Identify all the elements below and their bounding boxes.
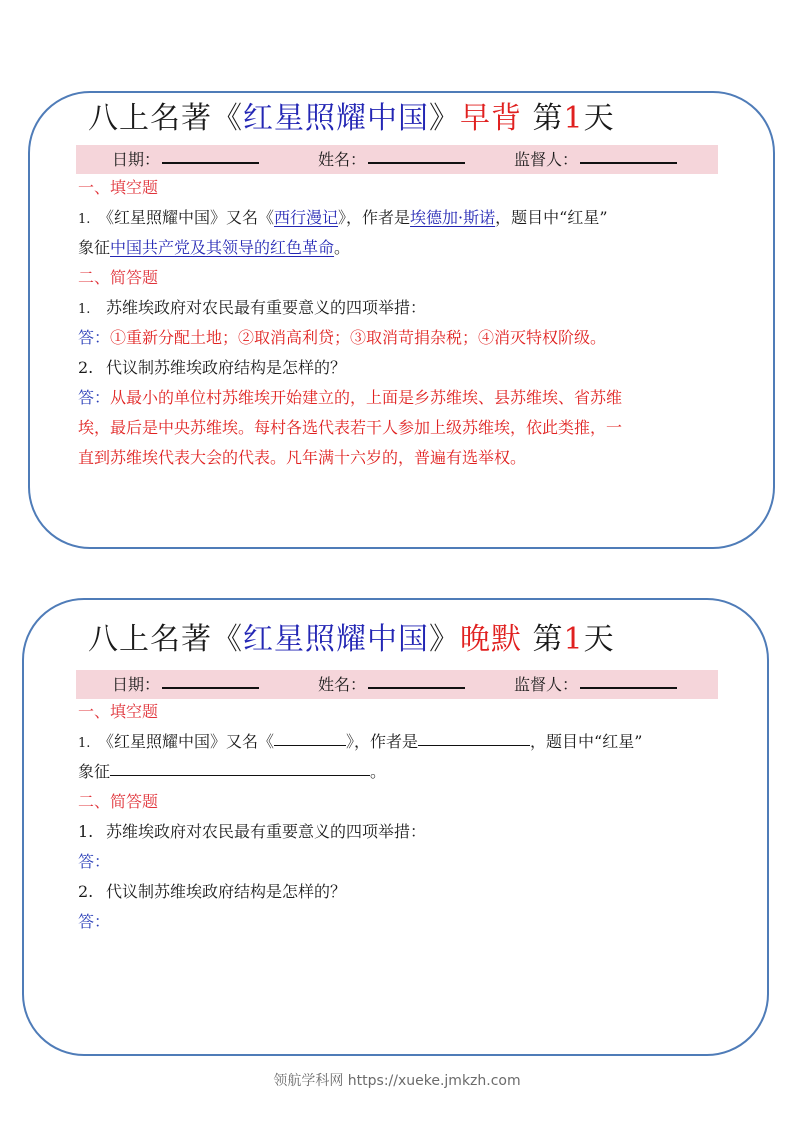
question-number: 2. — [78, 358, 94, 377]
title-suffix: 》 — [429, 101, 460, 136]
card-content — [78, 173, 723, 473]
short-question-1 — [78, 817, 723, 847]
info-band — [76, 145, 718, 174]
name-blank[interactable] — [368, 145, 465, 164]
section-heading-short-answer: 二、简答题 — [78, 268, 159, 287]
question-text: 《红星照耀中国》又名《 — [98, 732, 275, 751]
name-field[interactable] — [318, 670, 465, 699]
answer-author: 埃德加·斯诺 — [410, 208, 496, 227]
section-heading-short-answer: 二、简答题 — [78, 792, 159, 811]
short-question-1 — [78, 293, 723, 323]
fill-question-1-line1 — [78, 203, 723, 233]
title-prefix: 八上名著《 — [88, 622, 243, 657]
date-blank[interactable] — [162, 145, 259, 164]
answer-text: 从最小的单位村苏维埃开始建立的，上面是乡苏维埃、县苏维埃、省苏维 — [110, 388, 623, 407]
question-text: 苏维埃政府对农民最有重要意义的四项举措： — [106, 298, 427, 317]
footer-watermark: 领航学科网 https://xueke.jmkzh.com — [273, 1073, 521, 1089]
answer-alt-title: 西行漫记 — [274, 208, 339, 227]
question-text: 。 — [370, 762, 387, 781]
title-suffix: 》 — [429, 622, 460, 657]
fill-question-1-line1 — [78, 727, 723, 757]
day-suffix: 天 — [583, 101, 615, 136]
supervisor-blank[interactable] — [580, 670, 677, 689]
day-number: 1 — [563, 101, 584, 136]
question-text: ，题目中“红星” — [495, 208, 608, 227]
question-text: 苏维埃政府对农民最有重要意义的四项举措： — [106, 822, 427, 841]
fill-question-1-line2 — [78, 757, 723, 787]
answer-label: 答： — [78, 852, 111, 871]
question-text: 。 — [334, 238, 351, 257]
day-number: 1 — [563, 622, 584, 657]
question-text: 象征 — [78, 762, 111, 781]
card-title — [88, 99, 615, 139]
question-number: 2. — [78, 882, 94, 901]
question-text: 代议制苏维埃政府结构是怎样的？ — [106, 358, 347, 377]
short-question-2 — [78, 877, 723, 907]
section-heading-fill-in: 一、填空题 — [78, 178, 159, 197]
name-label: 姓名： — [318, 675, 367, 694]
name-field[interactable] — [318, 145, 465, 174]
short-question-2 — [78, 353, 723, 383]
supervisor-label: 监督人： — [514, 675, 579, 694]
question-number: 1. — [78, 302, 91, 317]
supervisor-blank[interactable] — [580, 145, 677, 164]
card-content — [78, 697, 723, 937]
answer-meaning: 中国共产党及其领导的红色革命 — [110, 238, 335, 257]
morning-review-card — [28, 91, 775, 549]
question-number: 1. — [78, 212, 91, 227]
day-prefix: 第 — [522, 101, 564, 136]
book-title: 红星照耀中国 — [243, 101, 429, 136]
fill-question-1-line2 — [78, 233, 723, 263]
date-field[interactable] — [112, 670, 259, 699]
question-text: 《红星照耀中国》又名《 — [98, 208, 275, 227]
answer-label: 答： — [78, 388, 111, 407]
supervisor-label: 监督人： — [514, 150, 579, 169]
date-blank[interactable] — [162, 670, 259, 689]
question-number: 1. — [78, 822, 94, 841]
short-answer-1 — [78, 323, 723, 353]
evening-dictation-card — [22, 598, 769, 1056]
title-prefix: 八上名著《 — [88, 101, 243, 136]
question-text: 》，作者是 — [346, 732, 419, 751]
short-answer-2[interactable] — [78, 907, 723, 937]
answer-text: ①重新分配土地；②取消高利贷；③取消苛捐杂税；④消灭特权阶级。 — [110, 328, 607, 347]
date-field[interactable] — [112, 145, 259, 174]
answer-label: 答： — [78, 912, 111, 931]
session-label: 早背 — [460, 101, 522, 136]
meaning-blank[interactable] — [110, 757, 370, 776]
short-answer-2-line2: 埃，最后是中央苏维埃。每村各选代表若干人参加上级苏维埃，依此类推，一 — [78, 418, 623, 437]
question-text: 代议制苏维埃政府结构是怎样的？ — [106, 882, 347, 901]
day-prefix: 第 — [522, 622, 564, 657]
supervisor-field[interactable] — [514, 670, 677, 699]
card-title — [88, 620, 615, 660]
book-title: 红星照耀中国 — [243, 622, 429, 657]
short-answer-1[interactable] — [78, 847, 723, 877]
alt-title-blank[interactable] — [274, 727, 346, 746]
info-band — [76, 670, 718, 699]
supervisor-field[interactable] — [514, 145, 677, 174]
short-answer-2-line1 — [78, 383, 723, 413]
date-label: 日期： — [112, 150, 161, 169]
name-label: 姓名： — [318, 150, 367, 169]
question-text: 》，作者是 — [338, 208, 411, 227]
date-label: 日期： — [112, 675, 161, 694]
answer-label: 答： — [78, 328, 111, 347]
question-text: ，题目中“红星” — [530, 732, 643, 751]
section-heading-fill-in: 一、填空题 — [78, 702, 159, 721]
question-text: 象征 — [78, 238, 111, 257]
question-number: 1. — [78, 736, 91, 751]
session-label: 晚默 — [460, 622, 522, 657]
author-blank[interactable] — [418, 727, 530, 746]
short-answer-2-line3: 直到苏维埃代表大会的代表。凡年满十六岁的，普遍有选举权。 — [78, 448, 527, 467]
name-blank[interactable] — [368, 670, 465, 689]
day-suffix: 天 — [583, 622, 615, 657]
